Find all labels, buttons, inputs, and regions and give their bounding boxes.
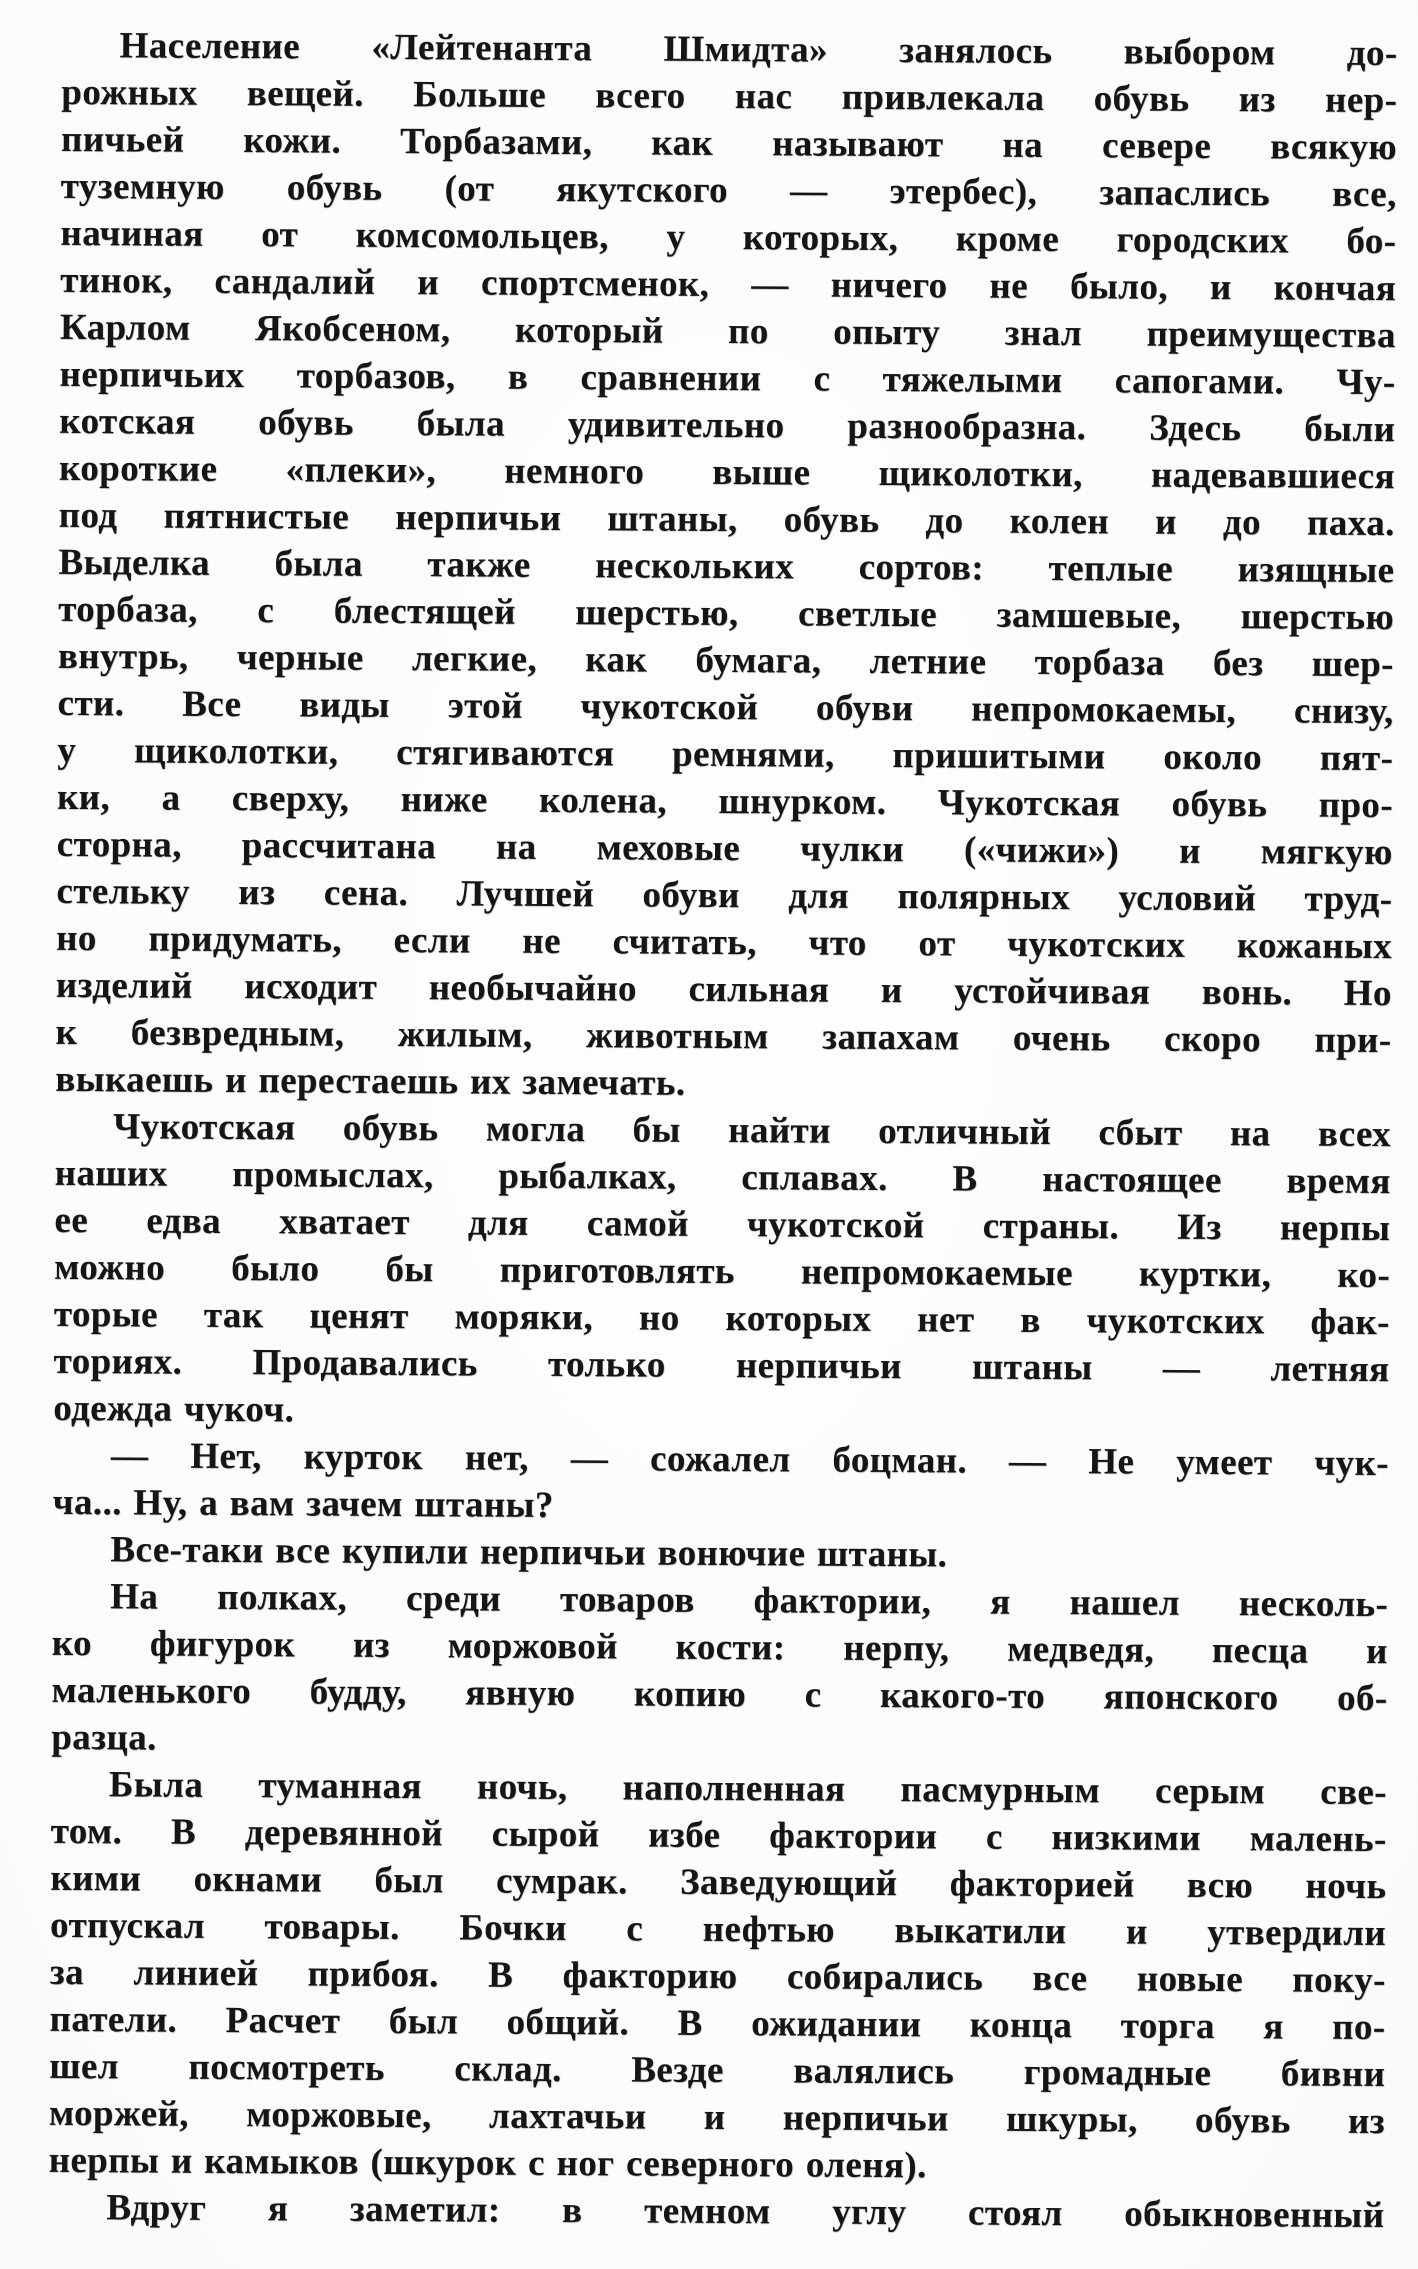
- text-line: Чукотская обувь могла бы найти отличный сбыт на всех: [112, 1106, 1392, 1156]
- text-line: том. В деревянной сырой избе фактории с низкими малень-: [50, 1810, 1387, 1861]
- text-line: разца.: [51, 1716, 157, 1759]
- text-line: маленького будду, явную копию с какого-то японского об-: [51, 1669, 1388, 1720]
- text-line: ки, а сверху, ниже колена, шнурком. Чукотская обувь про-: [56, 776, 1394, 827]
- text-line: кими окнами был сумрак. Заведующий факторией всю ночь: [50, 1857, 1387, 1908]
- text-line: но придумать, если не считать, что от чукотских кожаных: [56, 917, 1393, 968]
- text-line: под пятнистые нерпичьи штаны, обувь до колен и до паха.: [58, 494, 1395, 545]
- text-line: наших промыслах, рыбалках, сплавах. В настоящее время: [54, 1152, 1391, 1203]
- text-line: Выделка была также нескольких сортов: теплые изящные: [58, 541, 1395, 592]
- text-line: можно было бы приготовлять непромокаемые куртки, ко-: [54, 1246, 1391, 1297]
- text-line: шел посмотреть склад. Везде валялись громадные бивни: [49, 2045, 1386, 2096]
- text-line: пичьей кожи. Торбазами, как называют на севере всякую: [60, 118, 1398, 169]
- text-line: патели. Расчет был общий. В ожидании конца торга я по-: [49, 1998, 1386, 2049]
- text-line: Была туманная ночь, наполненная пасмурным серым све-: [108, 1764, 1388, 1814]
- text-line: ча... Ну, а вам зачем штаны?: [52, 1481, 554, 1526]
- text-line: отпускал товары. Бочки с нефтью выкатили и утвердили: [50, 1904, 1387, 1955]
- text-line: изделий исходит необычайно сильная и устойчивая вонь. Но: [55, 964, 1392, 1015]
- text-line: — Нет, курток нет, — сожалел боцман. — Не умеет чук-: [110, 1435, 1390, 1485]
- text-line: торбаза, с блестящей шерстью, светлые замшевые, шерстью: [58, 588, 1395, 639]
- text-line: туземную обувь (от якутского — этербес), запаслись все,: [60, 165, 1397, 216]
- text-line: Все-таки все купили нерпичьи вонючие штаны.: [110, 1529, 948, 1576]
- text-line: выкаешь и перестаешь их замечать.: [55, 1058, 686, 1104]
- text-line: у щиколотки, стягиваются ремнями, пришитыми около пят-: [57, 729, 1394, 780]
- page-text-block: [48, 22, 1397, 2239]
- text-line: одежда чукоч.: [53, 1387, 295, 1431]
- text-line: короткие «плеки», немного выше щиколотки, надевавшиеся: [58, 447, 1396, 498]
- text-line: сти. Все виды этой чукотской обуви непромокаемы, снизу,: [57, 682, 1394, 733]
- text-line: за линией прибоя. В факторию собирались все новые поку-: [49, 1951, 1386, 2002]
- text-line: тинок, сандалий и спортсменок, — ничего не было, и кончая: [60, 259, 1397, 310]
- text-line: начиная от комсомольцев, у которых, кроме городских бо-: [60, 212, 1397, 263]
- text-line: котская обувь была удивительно разнообразна. Здесь были: [59, 400, 1396, 451]
- text-line: Вдруг я заметил: в темном углу стоял обыкновенный: [106, 2187, 1385, 2237]
- text-line: Карлом Якобсеном, который по опыту знал преимущества: [59, 306, 1396, 357]
- text-line: нерпичьих торбазов, в сравнении с тяжелыми сапогами. Чу-: [59, 353, 1396, 404]
- text-line: нерпы и камыков (шкурок с ног северного оленя).: [48, 2139, 927, 2187]
- text-line: к безвредным, жилым, животным запахам очень скоро при-: [55, 1011, 1392, 1062]
- text-line: рожных вещей. Больше всего нас привлекала обувь из нер-: [61, 71, 1398, 122]
- text-line: внутрь, черные легкие, как бумага, летние торбаза без шер-: [57, 635, 1394, 686]
- text-line: ее едва хватает для самой чукотской страны. Из нерпы: [54, 1199, 1391, 1250]
- text-line: Население «Лейтенанта Шмидта» занялось выбором до-: [119, 25, 1398, 75]
- text-line: торые так ценят моряки, но которых нет в чукотских фак-: [53, 1293, 1390, 1344]
- text-line: На полках, среди товаров фактории, я нашел несколь-: [110, 1576, 1389, 1626]
- text-line: моржей, моржовые, лахтачьи и нерпичьи шкуры, обувь из: [48, 2092, 1386, 2143]
- text-line: ко фигурок из моржовой кости: нерпу, медведя, песца и: [51, 1622, 1388, 1673]
- text-line: стельку из сена. Лучшей обуви для полярных условий труд-: [56, 870, 1393, 921]
- text-line: ториях. Продавались только нерпичьи штаны — летняя: [53, 1340, 1390, 1391]
- text-line: сторна, рассчитана на меховые чулки («чижи») и мягкую: [56, 823, 1393, 874]
